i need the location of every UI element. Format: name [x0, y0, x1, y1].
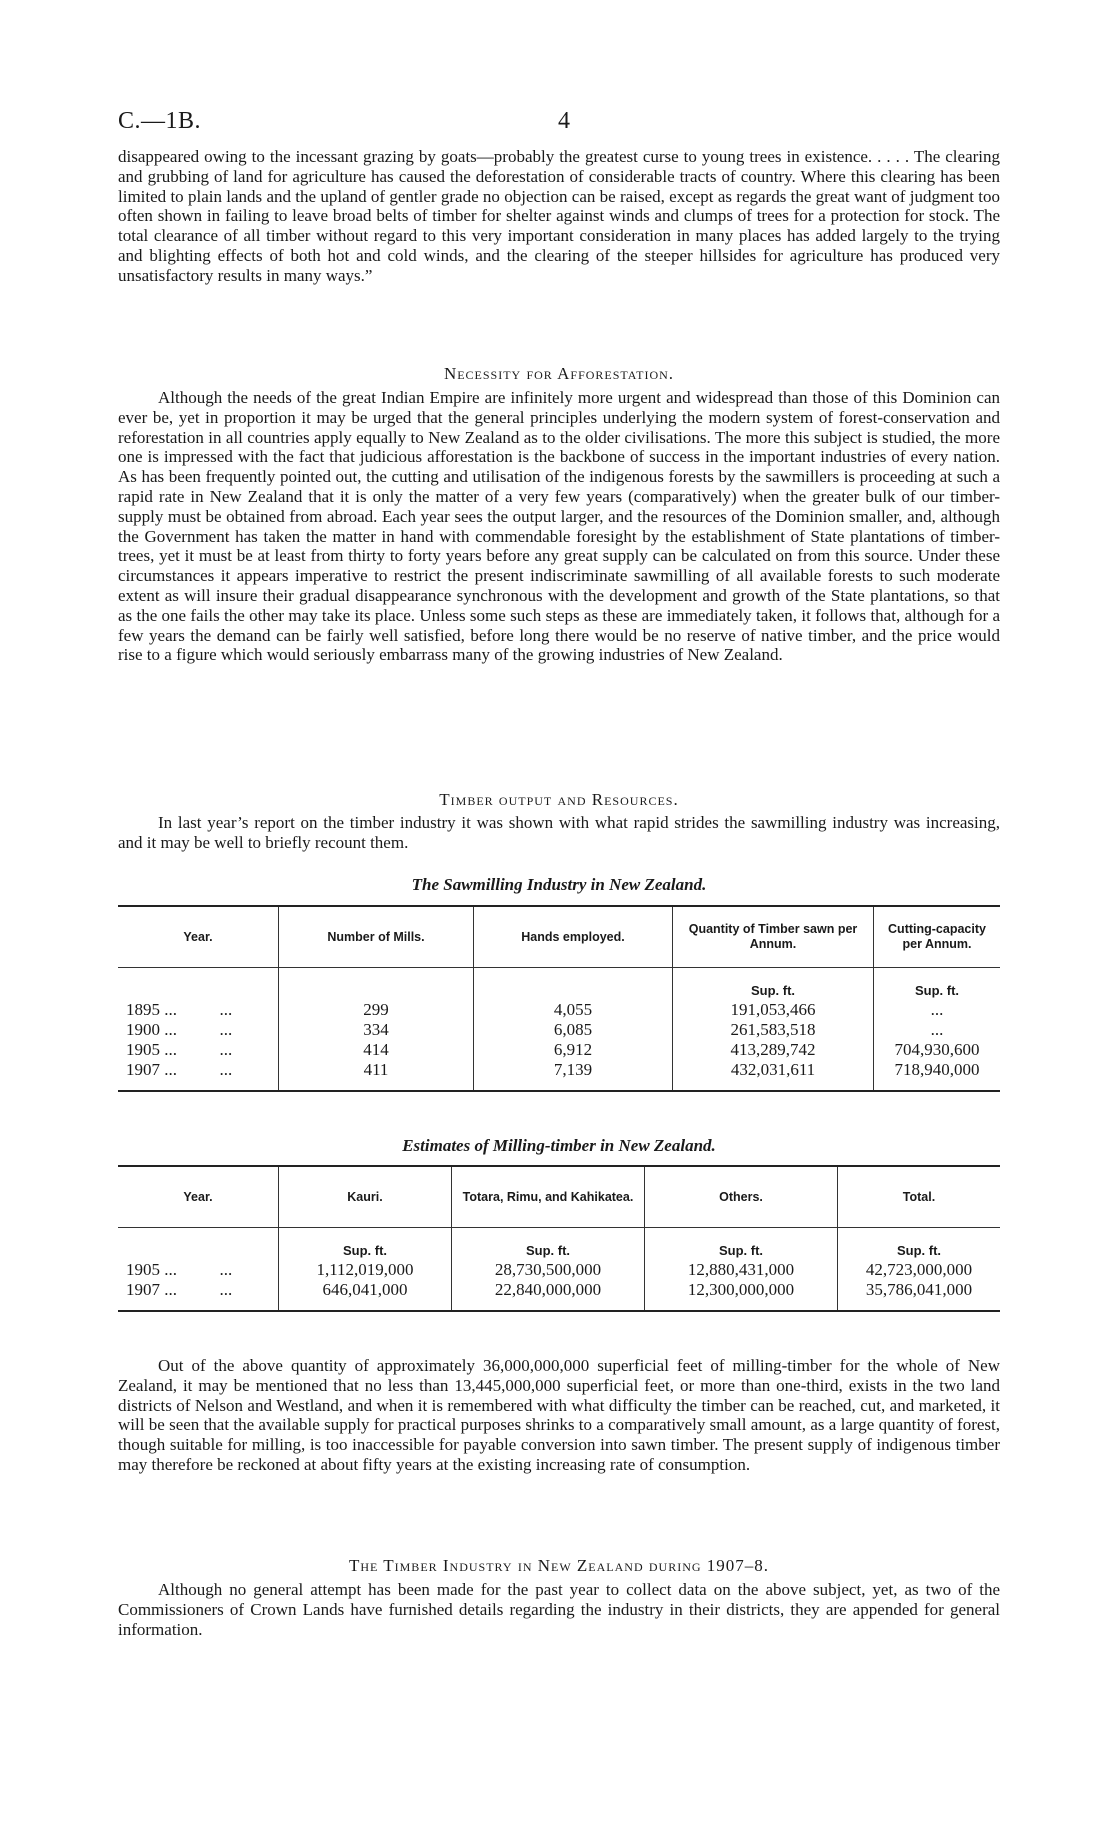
- column-header-year: Year.: [118, 1166, 279, 1228]
- unit-label: Sup. ft.: [279, 1228, 452, 1261]
- column-header-others: Others.: [645, 1166, 838, 1228]
- table-row: 1900 ... ... 334 6,085 261,583,518 ...: [118, 1020, 1000, 1040]
- table-row: 1905 ... ... 414 6,912 413,289,742 704,930,600: [118, 1040, 1000, 1060]
- sawmilling-table-caption: The Sawmilling Industry in New Zealand.: [411, 875, 707, 894]
- unit-label: Sup. ft.: [452, 1228, 645, 1261]
- unit-label: Sup. ft.: [838, 1228, 1001, 1261]
- column-header-totara-rimu-kahikatea: Totara, Rimu, and Kahikatea.: [452, 1166, 645, 1228]
- heading-timber-industry-1907-8: The Timber Industry in New Zealand during 1907–8.: [348, 1556, 770, 1575]
- document-reference: C.—1B.: [118, 108, 202, 134]
- quote-continuation-paragraph: disappeared owing to the incessant grazing by goats—probably the greatest curse to young trees in existence. . . . . The clearing and grubbing of land for agriculture has caused the deforestation of considerable tracts of country. Where this clearing has been limited to plain lands and the upland of gentler grade no objection can be raised, except as regards the great want of judgment too often shown in failing to leave broad belts of timber for shelter against winds and clumps of trees for a protection for stock. The total clearance of all timber without regard to this very important consideration in many places has added largely to the trying and blighting effects of both hot and cold winds, and the clearing of the steeper hillsides for agriculture has produced very unsatisfactory results in many ways.”: [118, 147, 1000, 285]
- afforestation-paragraph: Although the needs of the great Indian Empire are infinitely more urgent and widespread than those of this Dominion can ever be, yet in proportion it may be urged that the general principles underlying the modern system of forest-conservation and reforestation in all countries apply equally to New Zealand as to the older civilisations. The more this subject is studied, the more one is impressed with the fact that judicious afforestation is the backbone of success in the important industries of every nation. As has been frequently pointed out, the cutting and utilisation of the indigenous forests by the sawmillers is proceeding at such a rapid rate in New Zealand that it is only the matter of a very few years (comparatively) when the greater bulk of our timber-supply must be obtained from abroad. Each year sees the output larger, and the resources of the Dominion smaller, and, although the Government has taken the matter in hand with commendable foresight by the establishment of State plantations of timber-trees, yet it must be at least from thirty to forty years before any great supply can be calculated on from this source. Under these circumstances it appears imperative to restrict the present indiscriminate sawmilling of all available forests to such moderate extent as will insure their gradual disappearance synchronous with the development and growth of the State plantations, so that as the one fails the other may take its place. Unless some such steps as these are immediately taken, it follows that, although for a few years the demand can be fairly well satisfied, before long there would be no reserve of native timber, and the price would rise to a figure which would seriously embarrass many of the growing industries of New Zealand.: [118, 388, 1000, 665]
- page-number: 4: [558, 108, 570, 134]
- column-header-capacity: Cutting-capacity per Annum.: [874, 906, 1001, 968]
- units-row: [118, 1228, 1000, 1261]
- column-header-kauri: Kauri.: [279, 1166, 452, 1228]
- timber-industry-paragraph: Although no general attempt has been made for the past year to collect data on the above subject, yet, as two of the Commissioners of Crown Lands have furnished details regarding the industry in their districts, they are appended for general information.: [118, 1580, 1000, 1639]
- supply-estimate-paragraph: Out of the above quantity of approximately 36,000,000,000 superficial feet of milling-timber for the whole of New Zealand, it may be mentioned that no less than 13,445,000,000 superficial feet, or more than one-third, exists in the two land districts of Nelson and Westland, and when it is remembered with what difficulty the timber can be reached, cut, and marketed, it will be seen that the available supply for practical purposes shrinks to a comparatively small amount, as a large quantity of forest, though suitable for milling, is too inaccessible for payable conversion into sawn timber. The present supply of indigenous timber may therefore be reckoned at about fifty years at the existing increasing rate of consumption.: [118, 1356, 1000, 1474]
- column-header-total: Total.: [838, 1166, 1001, 1228]
- unit-label: Sup. ft.: [645, 1228, 838, 1261]
- sawmilling-industry-table: [118, 905, 1000, 1092]
- table-row: 1907 ... ... 411 7,139 432,031,611 718,940,000: [118, 1060, 1000, 1091]
- timber-output-paragraph: In last year’s report on the timber industry it was shown with what rapid strides the sawmilling industry was increasing, and it may be well to briefly recount them.: [118, 813, 1000, 852]
- column-header-year: Year.: [118, 906, 279, 968]
- table-header-row: [118, 1166, 1000, 1228]
- column-header-hands: Hands employed.: [474, 906, 673, 968]
- heading-necessity-for-afforestation: Necessity for Afforestation.: [443, 364, 675, 383]
- column-header-quantity: Quantity of Timber sawn per Annum.: [673, 906, 874, 968]
- heading-timber-output: Timber output and Resources.: [439, 790, 679, 809]
- unit-label: Sup. ft.: [673, 968, 874, 1001]
- milling-timber-table-caption: Estimates of Milling-timber in New Zealand.: [402, 1136, 716, 1155]
- units-row: [118, 968, 1000, 1001]
- milling-timber-estimates-table: [118, 1165, 1000, 1312]
- table-row: 1907 ... ... 646,041,000 22,840,000,000 12,300,000,000 35,786,041,000: [118, 1280, 1000, 1311]
- unit-label: Sup. ft.: [874, 968, 1001, 1001]
- table-row: 1895 ... ... 299 4,055 191,053,466 ...: [118, 1000, 1000, 1020]
- column-header-mills: Number of Mills.: [279, 906, 474, 968]
- table-row: 1905 ... ... 1,112,019,000 28,730,500,000 12,880,431,000 42,723,000,000: [118, 1260, 1000, 1280]
- table-header-row: [118, 906, 1000, 968]
